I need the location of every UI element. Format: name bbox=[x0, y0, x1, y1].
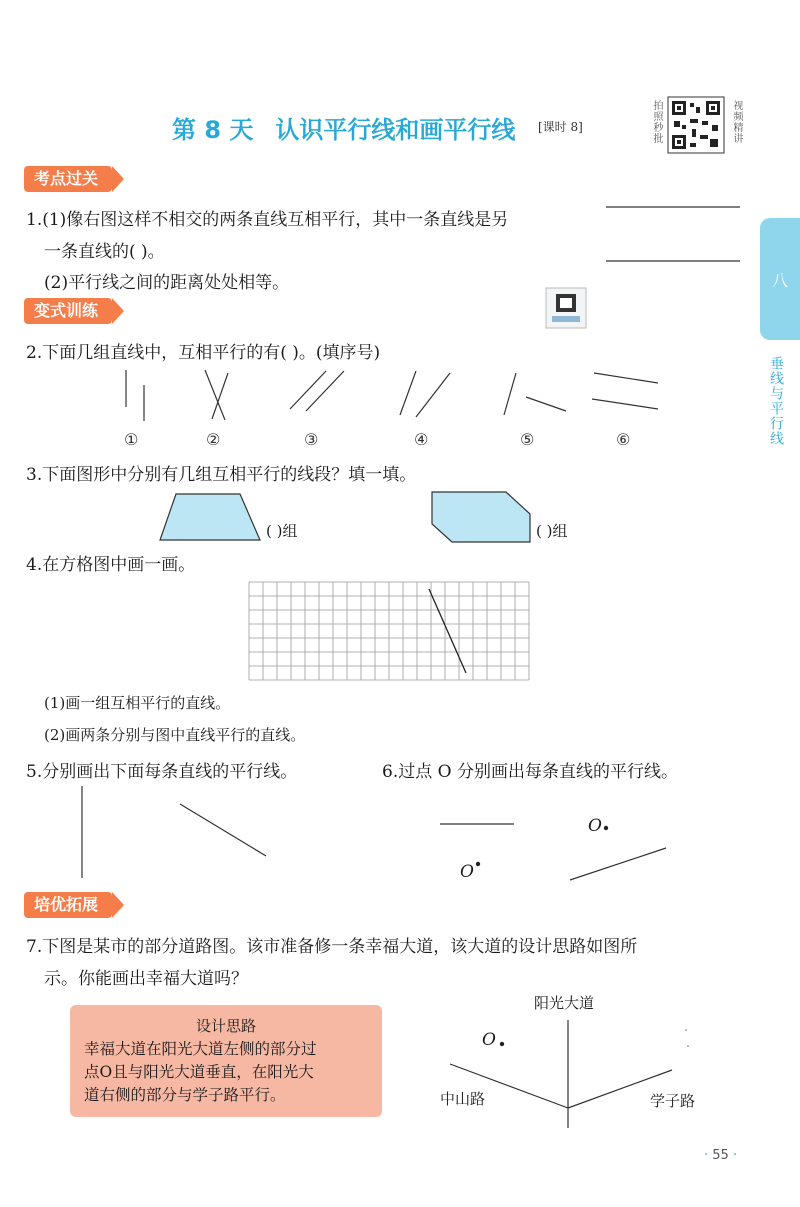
q7-line1: 7.下图是某市的部分道路图。该市准备修一条幸福大道，该大道的设计思路如图所 bbox=[26, 937, 638, 957]
qr-code-icon[interactable] bbox=[668, 97, 724, 153]
q3-hexagon bbox=[430, 490, 534, 546]
section-tag-3: 培优拓展 bbox=[24, 892, 112, 918]
q1-line1: 1.(1)像右图这样不相交的两条直线互相平行，其中一条直线是另 bbox=[26, 210, 509, 230]
q2-label-2: ② bbox=[206, 430, 221, 449]
q3-blank-2[interactable]: ( )组 bbox=[536, 522, 568, 540]
q4-sub1: (1)画一组互相平行的直线。 bbox=[44, 694, 231, 712]
q4-sub2: (2)画两条分别与图中直线平行的直线。 bbox=[44, 726, 306, 744]
q4-grid[interactable] bbox=[248, 581, 532, 681]
chapter-subtitle: 垂线与平行线 bbox=[768, 356, 784, 446]
q4-given-line bbox=[429, 589, 466, 673]
design-box bbox=[70, 1005, 382, 1117]
q1-line3: (2)平行线之间的距离处处相等。 bbox=[44, 273, 290, 293]
q2-label-5: ⑤ bbox=[520, 430, 535, 449]
q7-line2: 示。你能画出幸福大道吗？ bbox=[44, 969, 248, 989]
q4-text: 4.在方格图中画一画。 bbox=[26, 555, 196, 575]
q6-point-o-lower: O bbox=[460, 862, 474, 882]
section-tag-2: 变式训练 bbox=[24, 298, 112, 324]
q6-text: 6.过点 O 分别画出每条直线的平行线。 bbox=[382, 762, 678, 782]
road-label-xuezi: 学子路 bbox=[650, 1092, 696, 1110]
section-tag-1: 考点过关 bbox=[24, 166, 112, 192]
chapter-number: 八 bbox=[771, 271, 788, 290]
lesson-label: [课时 8] bbox=[538, 120, 583, 134]
design-title: 设计思路 bbox=[195, 1017, 256, 1035]
design-body-1: 幸福大道在阳光大道左侧的部分过 bbox=[84, 1040, 317, 1058]
q2-text: 2.下面几组直线中，互相平行的有( )。(填序号) bbox=[26, 343, 381, 363]
q3-blank-1[interactable]: ( )组 bbox=[266, 522, 298, 540]
q2-label-6: ⑥ bbox=[616, 430, 631, 449]
road-label-zhongshan: 中山路 bbox=[440, 1090, 486, 1108]
road-label-yangguang: 阳光大道 bbox=[534, 994, 595, 1012]
qr-left-caption: 拍照秒批 bbox=[651, 100, 662, 144]
q2-label-3: ③ bbox=[304, 430, 319, 449]
page-number: · 55 · bbox=[704, 1148, 738, 1163]
qr-right-caption: 视频精讲 bbox=[731, 100, 742, 144]
q2-label-4: ④ bbox=[414, 430, 429, 449]
q1-line2: 一条直线的( )。 bbox=[44, 242, 165, 262]
q3-text: 3.下面图形中分别有几组互相平行的线段？填一填。 bbox=[26, 465, 417, 485]
q5-text: 5.分别画出下面每条直线的平行线。 bbox=[26, 762, 298, 782]
q3-trapezoid bbox=[158, 492, 262, 544]
small-qr-icon[interactable] bbox=[546, 288, 586, 328]
q6-lines[interactable] bbox=[440, 810, 670, 890]
q2-line-groups bbox=[110, 365, 670, 425]
title-text: 认识平行线和画平行线 bbox=[275, 116, 516, 144]
title-day: 第 8 天 bbox=[172, 116, 254, 144]
design-body-2: 点O且与阳光大道垂直，在阳光大 bbox=[84, 1063, 314, 1081]
q6-point-o-upper: O bbox=[588, 816, 602, 836]
page-title bbox=[172, 110, 515, 145]
q5-lines[interactable] bbox=[70, 780, 280, 880]
q2-label-1: ① bbox=[124, 430, 139, 449]
chapter-tab[interactable] bbox=[760, 218, 800, 340]
q1-parallel-figure bbox=[604, 204, 744, 264]
design-body-3: 道右侧的部分与学子路平行。 bbox=[84, 1086, 286, 1104]
road-map[interactable] bbox=[420, 1010, 720, 1140]
q7-point-o: O bbox=[482, 1030, 496, 1050]
